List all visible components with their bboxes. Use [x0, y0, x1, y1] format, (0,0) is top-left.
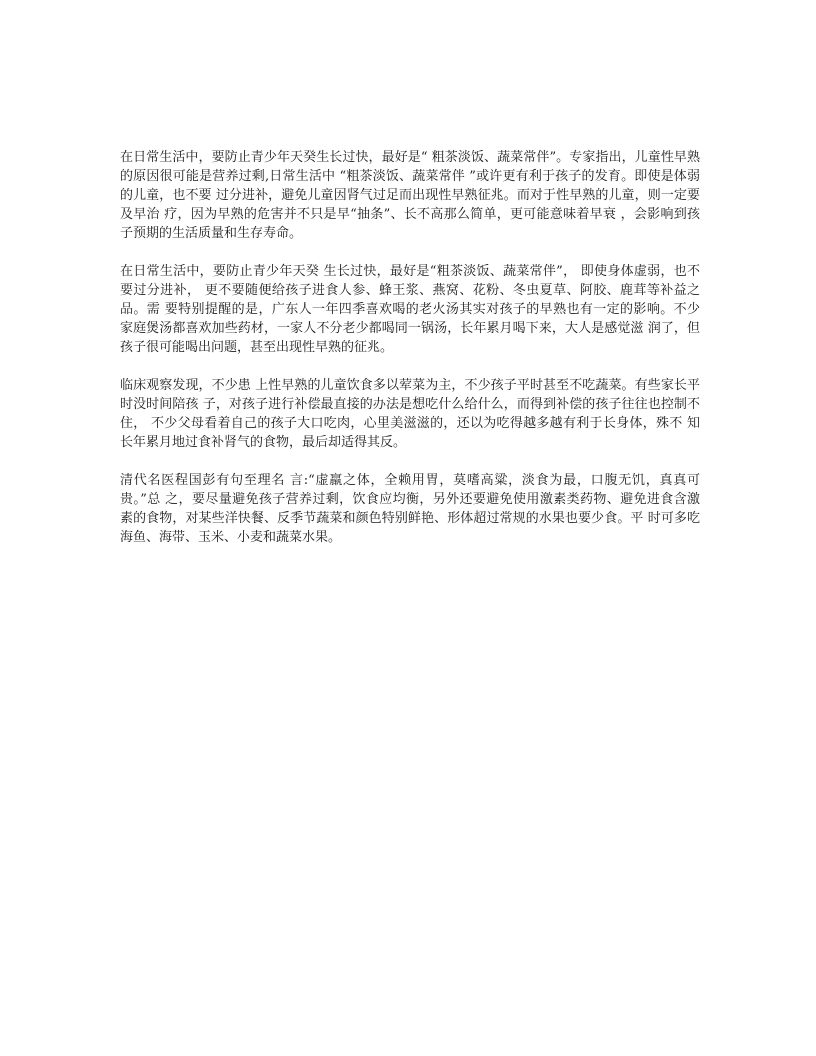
document-body: [120, 148, 700, 566]
paragraph-3: 临床观察发现，不少患 上性早熟的儿童饮食多以荤菜为主，不少孩子平时甚至不吃蔬菜。有些家长平时没时间陪孩 子，对孩子进行补偿最直接的办法是想吃什么给什么，而得到补偿的孩子往往也控制不住， 不少父母看着自己的孩子大口吃肉，心里美滋滋的，还以为吃得越多越有利于长身体，殊不 知长年累月地过食补肾气的食物，最后却适得其反。: [120, 378, 700, 450]
paragraph-1: 在日常生活中，要防止青少年天癸生长过快，最好是“ 粗茶淡饭、蔬菜常伴”。专家指出，儿童性早熟的原因很可能是营养过剩,日常生活中 “粗茶淡饭、蔬菜常伴 ”或许更有利于孩子的发育。即使是体弱的儿童，也不要 过分进补，避免儿童因肾气过足而出现性早熟征兆。而对于性早熟的儿童，则一定要及早治 疗，因为早熟的危害并不只是早“抽条”、长不高那么简单，更可能意味着早衰 ，会影响到孩子预期的生活质量和生存寿命。: [120, 150, 700, 241]
paragraph-2: 在日常生活中，要防止青少年天癸 生长过快，最好是“粗茶淡饭、蔬菜常伴”， 即使身体虚弱，也不要过分进补， 更不要随便给孩子进食人参、蜂王浆、燕窝、花粉、冬虫夏草、阿胶、鹿茸等补益之品。需 要特别提醒的是，广东人一年四季喜欢喝的老火汤其实对孩子的早熟也有一定的影响。不少 家庭煲汤都喜欢加些药材，一家人不分老少都喝同一锅汤，长年累月喝下来，大人是感觉滋 润了，但孩子很可能喝出问题，甚至出现性早熟的征兆。: [120, 264, 700, 355]
paragraph-4: 清代名医程国彭有句至理名 言:“虚羸之体，全赖用胃，莫嗜高粱，淡食为最，口腹无饥，真真可贵。”总 之，要尽量避免孩子营养过剩，饮食应均衡，另外还要避免使用激素类药物、避免进食含激 素的食物，对某些洋快餐、反季节蔬菜和颜色特别鲜艳、形体超过常规的水果也要少食。平 时可多吃海鱼、海带、玉米、小麦和蔬菜水果。: [120, 473, 700, 545]
